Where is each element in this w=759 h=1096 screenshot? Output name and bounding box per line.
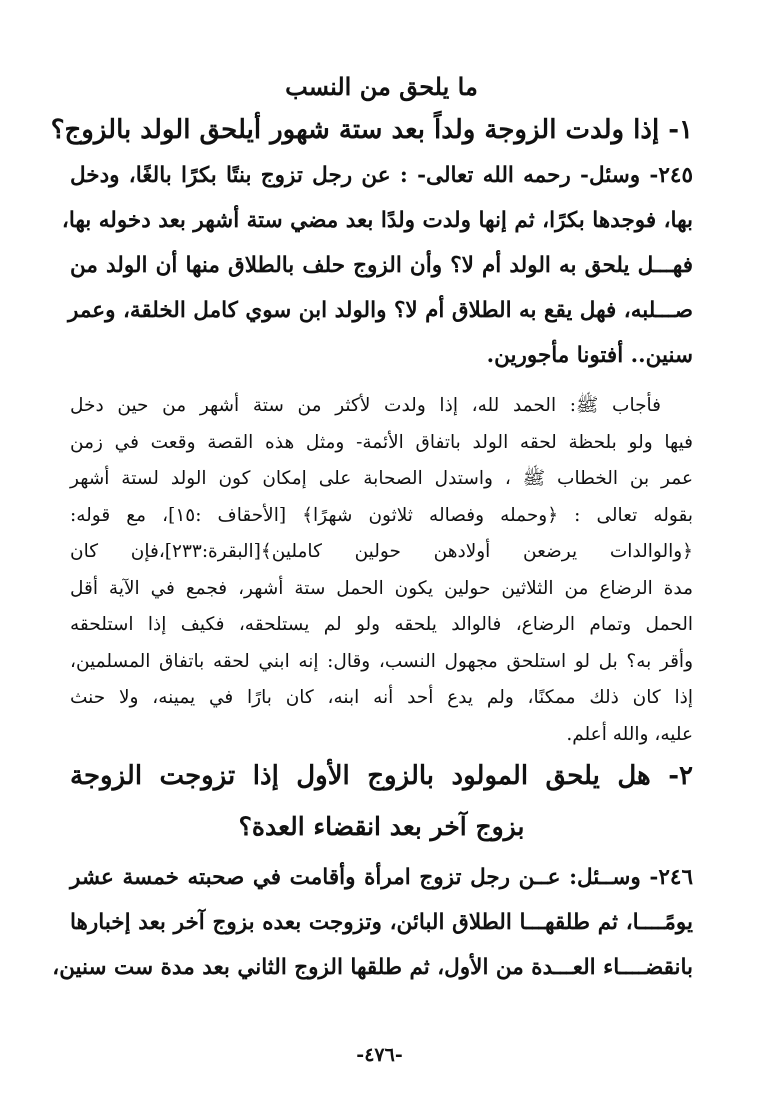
section-1-heading: ١- إذا ولدت الزوجة ولداً بعد ستة شهور أيلحق الولد بالزوج؟ [50, 115, 693, 145]
answer-245-line: بقوله تعالى : ﴿وحمله وفصاله ثلاثون شهرًا﴾ [الأحقاف :١٥]، مع قوله: [70, 504, 693, 526]
answer-245 [70, 388, 693, 753]
section-2-heading [70, 753, 693, 855]
question-246 [52, 855, 693, 990]
question-246-line: ٢٤٦- وســئل: عــن رجل تزوج امرأة وأقامت في صحبته خمسة عشر [70, 865, 693, 890]
section-2-heading-line: ٢- هل يلحق المولود بالزوج الأول إذا تزوجت الزوجة [70, 761, 693, 791]
answer-245-line: فأجاب ﷺ: الحمد لله، إذا ولدت لأكثر من ستة أشهر من حين دخل [70, 395, 661, 416]
answer-245-line: إذا كان ذلك ممكنًا، ولم يدع أحد أنه ابنه، كان بارًا في يمينه، ولا حنث [70, 687, 693, 708]
answer-245-line: الحمل وتمام الرضاع، فالوالد يلحقه ولو لم يستلحقه، فكيف إذا استلحقه [70, 614, 693, 635]
section-2-heading-line: بزوج آخر بعد انقضاء العدة؟ [238, 812, 525, 841]
answer-245-line: عمر بن الخطاب ﷺ ، واستدل الصحابة على إمكان كون الولد لستة أشهر [70, 468, 693, 489]
answer-245-line: عليه، والله أعلم. [566, 723, 693, 745]
answer-245-line: مدة الرضاع من الثلاثين حولين يكون الحمل ستة أشهر، فجمع في الآية أقل [70, 577, 693, 599]
question-245-line: بها، فوجدها بكرًا، ثم إنها ولدت ولدًا بعد مضي ستة أشهر بعد دخوله بها، [61, 208, 693, 233]
chapter-title: ما يلحق من النسب [285, 72, 478, 101]
question-245 [61, 153, 693, 378]
answer-245-line: وأقر به؟ بل لو استلحق مجهول النسب، وقال: إنه ابني لحقه باتفاق المسلمين، [70, 650, 693, 672]
page-number: -٤٧٦- [356, 1044, 403, 1066]
question-245-line: فهـــل يلحق به الولد أم لا؟ وأن الزوج حلف بالطلاق منها أن الولد من [70, 253, 693, 278]
question-245-line: صـــلبه، فهل يقع به الطلاق أم لا؟ والولد ابن سوي كامل الخلقة، وعمر [67, 298, 693, 323]
answer-245-line: فيها ولو بلحظة لحقه الولد باتفاق الأئمة- ومثل هذه القصة وقعت في زمن [70, 431, 693, 453]
question-246-line: بانقضــــاء العـــدة من الأول، ثم طلقها الزوج الثاني بعد مدة ست سنين، [52, 955, 693, 980]
question-245-line: سنين.. أفتونا مأجورين. [486, 343, 693, 368]
question-246-line: يومًــــا، ثم طلقهـــا الطلاق البائن، وتزوجت بعده بزوج آخر بعد إخبارها [70, 910, 693, 935]
answer-245-line: ﴿والوالدات يرضعن أولادهن حولين كاملين﴾[البقرة:٢٣٣]،فإن كان [70, 541, 693, 562]
question-245-line: ٢٤٥- وسئل- رحمه الله تعالى- : عن رجل تزوج بنتًا بكرًا بالغًا، ودخل [70, 163, 693, 188]
